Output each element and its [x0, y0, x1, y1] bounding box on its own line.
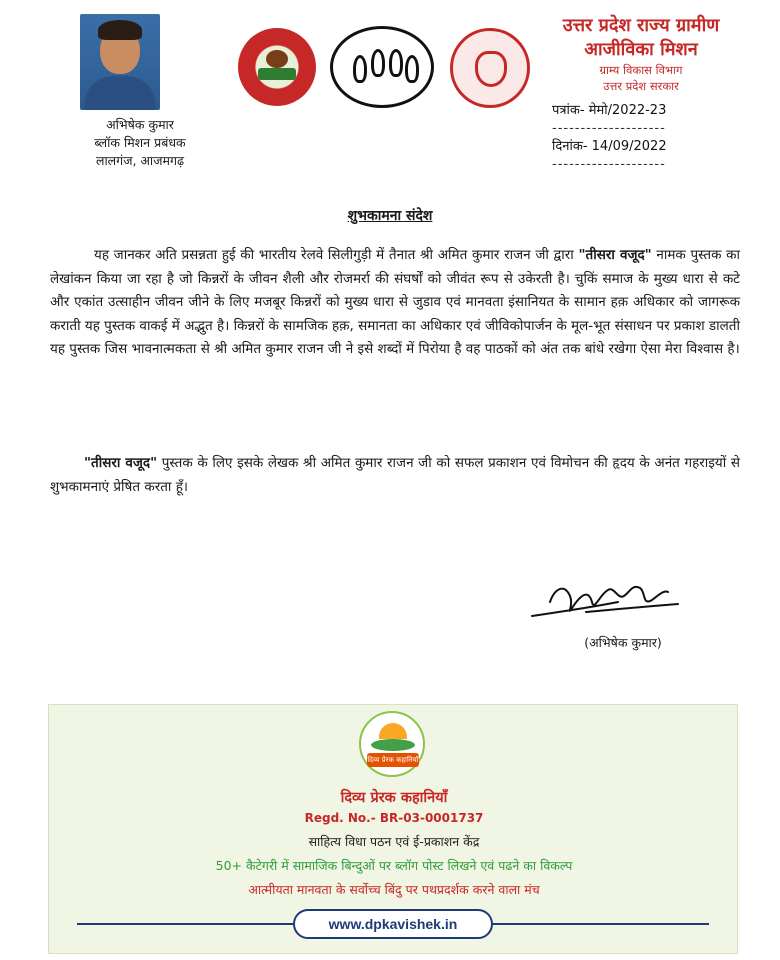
divya-prerak-logo	[359, 711, 425, 777]
book-title: "तीसरा वजूद"	[84, 455, 158, 471]
letter-subject: शुभकामना संदेश	[347, 208, 433, 224]
officer-name: अभिषेक कुमार	[106, 117, 174, 132]
separator-line: --------------------	[552, 157, 666, 172]
paragraph-text: नामक पुस्तक का लेखांकन किया जा रहा है जो किन्नरों के जीवन शैली और रोजमर्रा की संघर्षों को जीवंत रूप से उकेरती है। चुकिं समाज के मुख्य धारा से कटे और एकांत उत्साहीन जीवन जीने के लिए मजबूर किन्नरों को मुख्य धारा से जुडाव एवं मानवता इंसानियत के सामान हक़ अधिकार को जागरूक कराती यह पुस्तक वाकई में अद्भुत है। किन्नरों के सामजिक हक़, समानता का अधिकार एवं जीविकोपार्जन के मूल-भूत संसाधन पर प्रकाश डालती यह पुस्तक जिस भावनात्मकता से श्री अमित कुमार राजन जी ने इसे शब्दों में पिरोया है वह पाठकों को अंत तक बांधे रखेगा ऐसा मेरा विश्वास है।	[50, 247, 741, 357]
footer-tagline-2: 50+ कैटेगरी में सामाजिक बिन्दुओं पर ब्लॉग पोस्ट लिखने एवं पढने का विकल्प	[215, 858, 573, 873]
letter-references	[552, 102, 752, 174]
signature-mark	[528, 572, 688, 632]
footer-title: दिव्य प्रेरक कहानियाँ	[340, 790, 448, 806]
mission-line-1: उत्तर प्रदेश राज्य ग्रामीण	[562, 15, 720, 36]
letter-date: दिनांक- 14/09/2022	[552, 139, 667, 154]
footer-tagline-1: साहित्य विधा पठन एवं ई-प्रकाशन केंद्र	[308, 834, 480, 849]
paragraph-text: यह जानकर अति प्रसन्नता हुई की भारतीय रेलवे सिलीगुड़ी में तैनात श्री अमित कुमार राजन जी द्वारा	[94, 247, 579, 263]
registration-number: Regd. No.- BR-03-0001737	[304, 811, 484, 825]
ajeevika-logo	[330, 26, 434, 108]
letter-paragraph-1	[50, 244, 740, 362]
book-title: "तीसरा वजूद"	[578, 247, 652, 263]
website-link[interactable]: www.dpkavishek.in	[293, 909, 493, 939]
mission-government: उत्तर प्रदेश सरकार	[603, 79, 679, 93]
logo-caption: दिव्य प्रेरक कहानियाँ	[367, 756, 419, 764]
separator-line: --------------------	[552, 121, 666, 136]
footer-banner	[48, 704, 738, 954]
up-government-emblem	[450, 28, 530, 108]
mission-line-2: आजीविका मिशन	[584, 39, 698, 60]
footer-tagline-3: आत्मीयता मानवता के सर्वोच्च बिंदु पर पथप्रदर्शक करने वाला मंच	[248, 882, 540, 897]
letter-number: पत्रांक- मेमो/2022-23	[552, 103, 667, 118]
officer-photo	[80, 14, 160, 110]
officer-block	[60, 116, 220, 170]
paragraph-text: पुस्तक के लिए इसके लेखक श्री अमित कुमार राजन जी को सफल प्रकाशन एवं विमोचन की हृदय के अनंत गहराइयों से शुभकामनाएं प्रेषित करता हूँ।	[50, 455, 741, 495]
letter-paragraph-2	[50, 452, 740, 499]
officer-designation: ब्लॉक मिशन प्रबंधक	[94, 135, 186, 150]
website-bar	[77, 909, 709, 939]
mission-heading	[536, 14, 746, 94]
mission-department: ग्राम्य विकास विभाग	[599, 63, 683, 77]
officer-location: लालगंज, आजमगढ़	[95, 153, 185, 168]
signatory-name: (अभिषेक कुमार)	[584, 635, 662, 650]
prerna-logo	[238, 28, 316, 106]
